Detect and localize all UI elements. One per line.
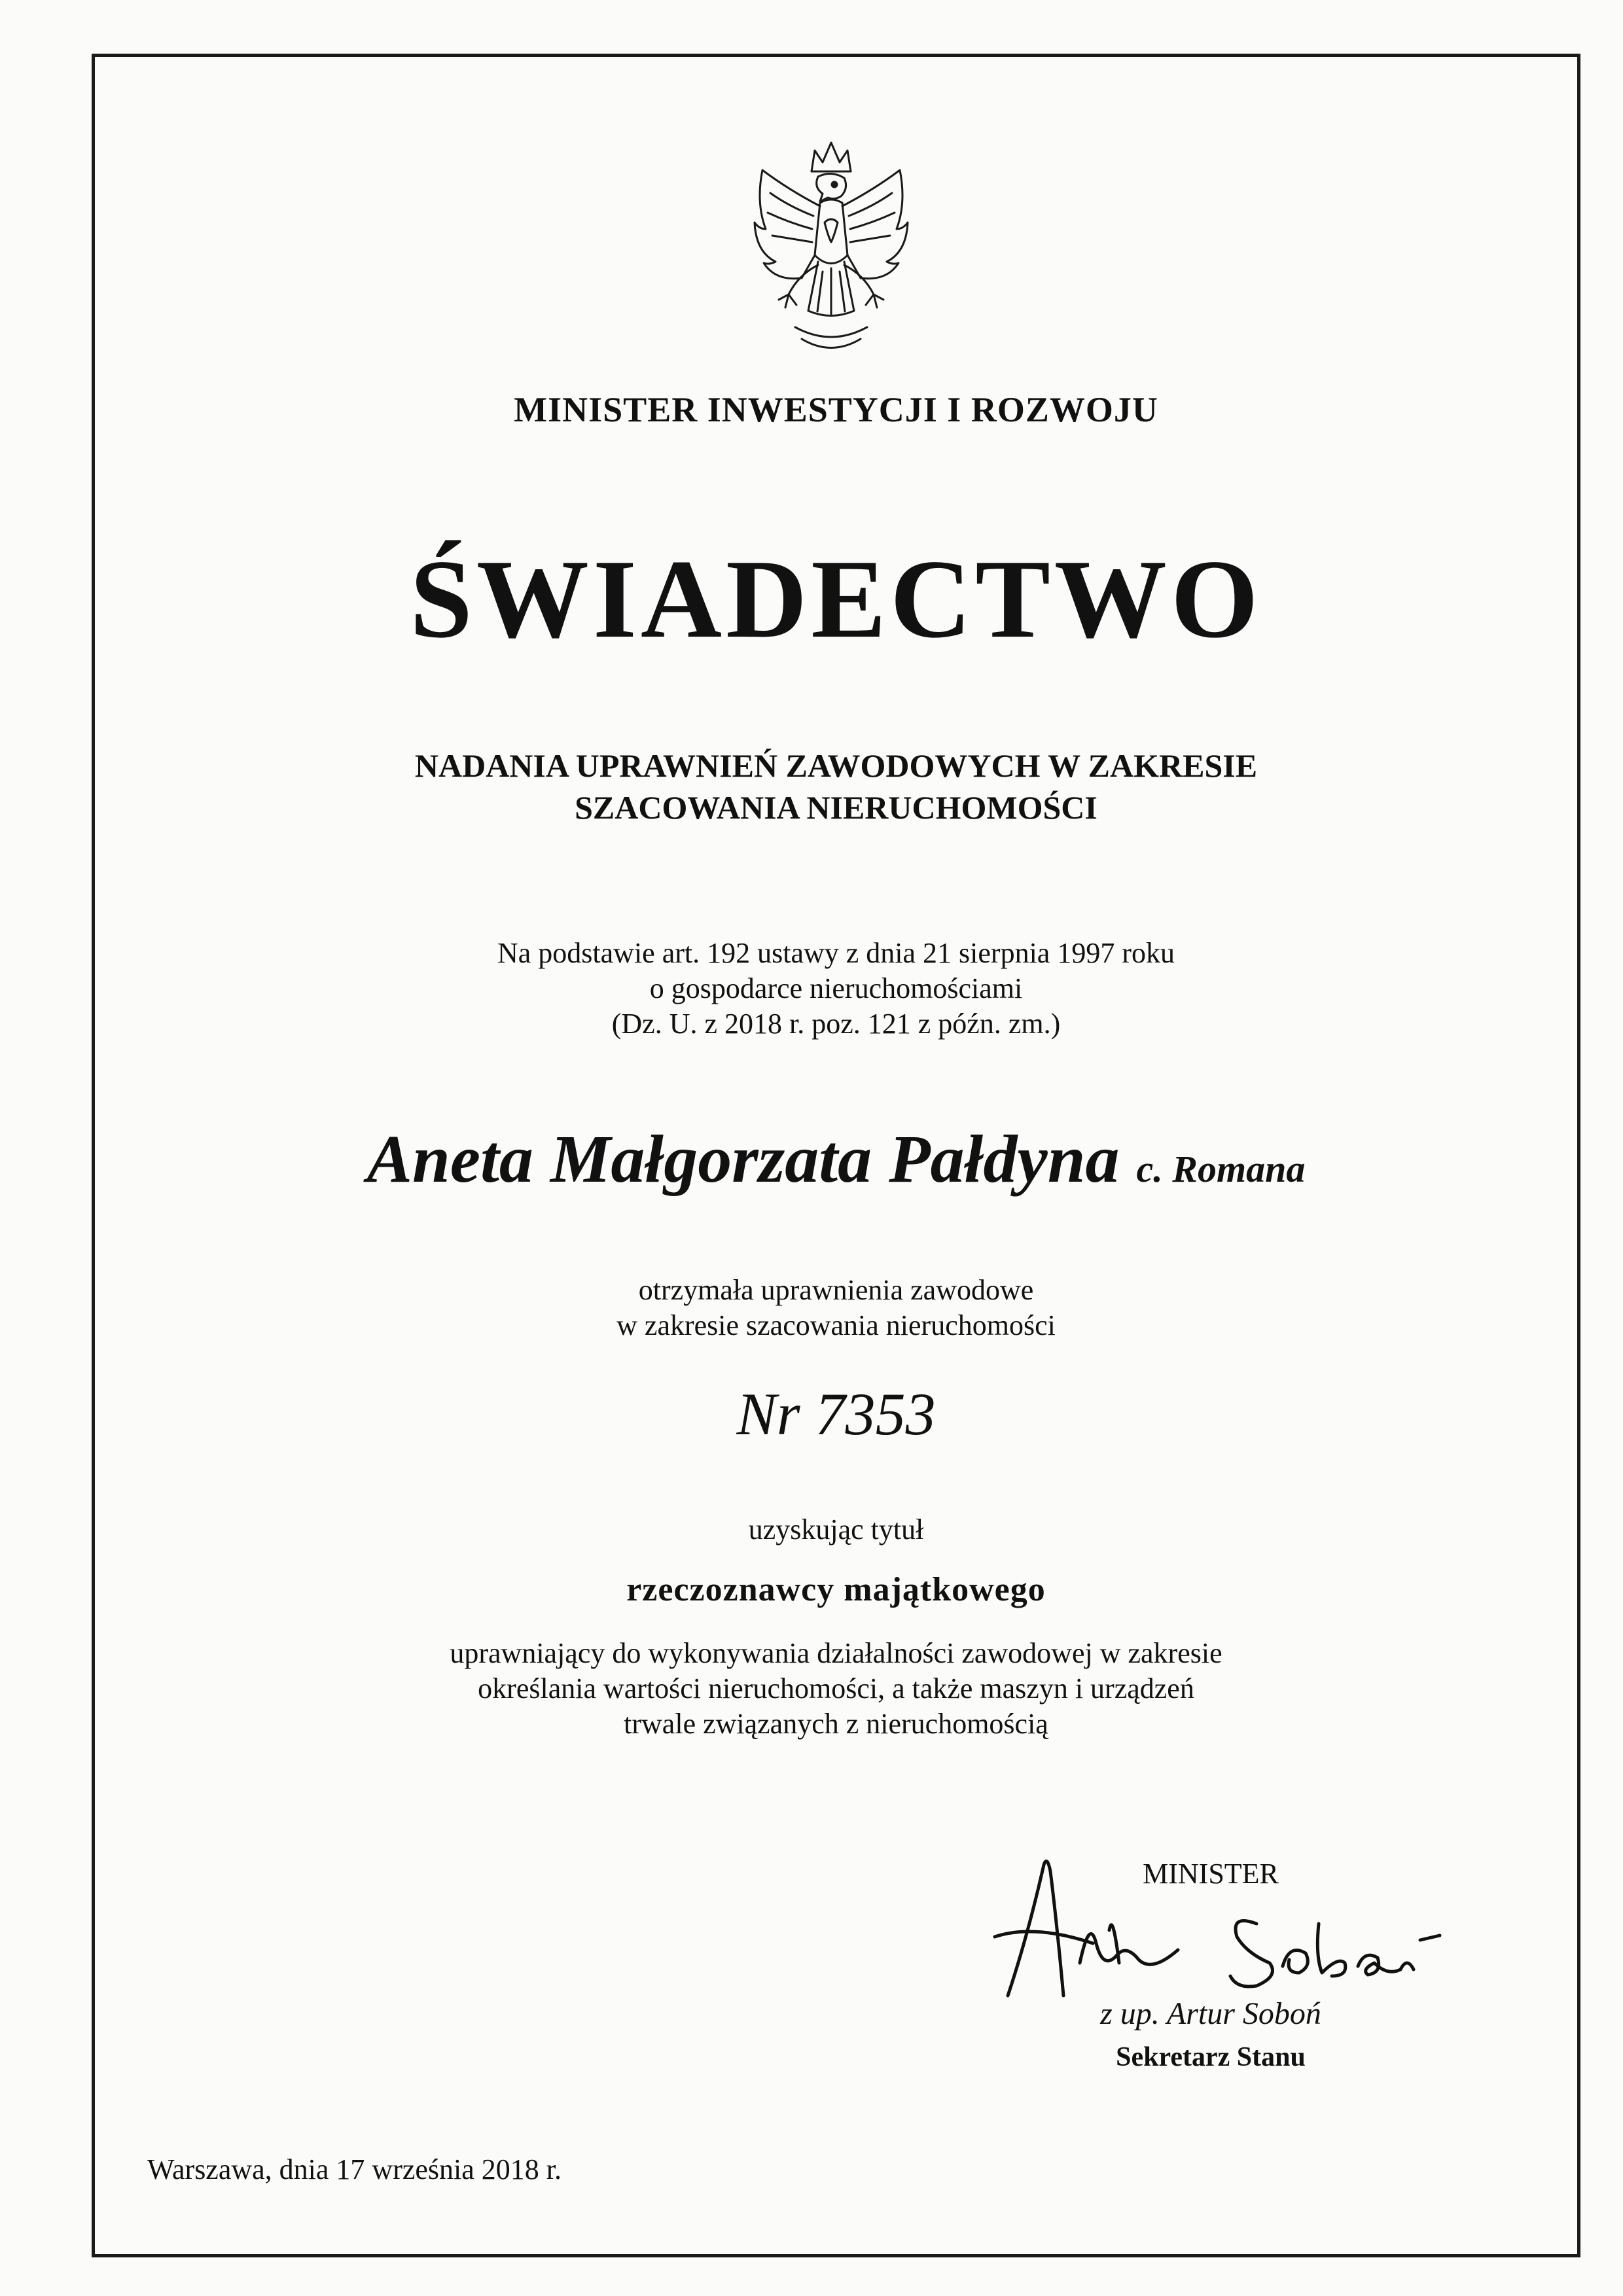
certificate-number: Nr 7353	[736, 1381, 936, 1447]
legal-basis-line: Na podstawie art. 192 ustawy z dnia 21 sierpnia 1997 roku	[497, 937, 1175, 969]
received-line: w zakresie szacowania nieruchomości	[616, 1309, 1056, 1341]
scope-description	[92, 1636, 1580, 1742]
legal-basis-line: (Dz. U. z 2018 r. poz. 121 z późn. zm.)	[611, 1008, 1061, 1040]
recipient-patronymic: c. Romana	[1136, 1148, 1306, 1190]
scope-line: uprawniający do wykonywania działalności zawodowej w zakresie	[450, 1637, 1222, 1669]
certificate-subtitle	[92, 745, 1580, 828]
received-statement	[92, 1273, 1580, 1343]
recipient-name-line	[92, 1122, 1580, 1197]
certificate-title: ŚWIADECTWO	[410, 537, 1262, 662]
recipient-name: Aneta Małgorzata Pałdyna	[366, 1122, 1120, 1197]
signer-name: z up. Artur Soboń	[1100, 1996, 1321, 2031]
subtitle-line: NADANIA UPRAWNIEŃ ZAWODOWYCH W ZAKRESIE	[414, 747, 1258, 784]
scope-line: określania wartości nieruchomości, a także maszyn i urządzeń	[478, 1672, 1194, 1704]
polish-eagle-emblem-icon	[736, 131, 926, 366]
minister-label: MINISTER	[1143, 1858, 1279, 1890]
signer-role: Sekretarz Stanu	[1116, 2042, 1306, 2072]
received-line: otrzymała uprawnienia zawodowe	[638, 1274, 1034, 1306]
handwritten-signature-icon	[982, 1845, 1459, 2015]
acquiring-title-text: uzyskując tytuł	[748, 1513, 924, 1545]
profession-title: rzeczoznawcy majątkowego	[626, 1571, 1046, 1608]
scope-line: trwale związanych z nieruchomością	[624, 1708, 1048, 1740]
ministry-heading: MINISTER INWESTYCJI I ROZWOJU	[514, 390, 1158, 429]
place-and-date: Warszawa, dnia 17 września 2018 r.	[147, 2153, 562, 2185]
legal-basis-line: o gospodarce nieruchomościami	[649, 972, 1023, 1004]
legal-basis	[92, 936, 1580, 1042]
subtitle-line: SZACOWANIA NIERUCHOMOŚCI	[575, 789, 1097, 826]
